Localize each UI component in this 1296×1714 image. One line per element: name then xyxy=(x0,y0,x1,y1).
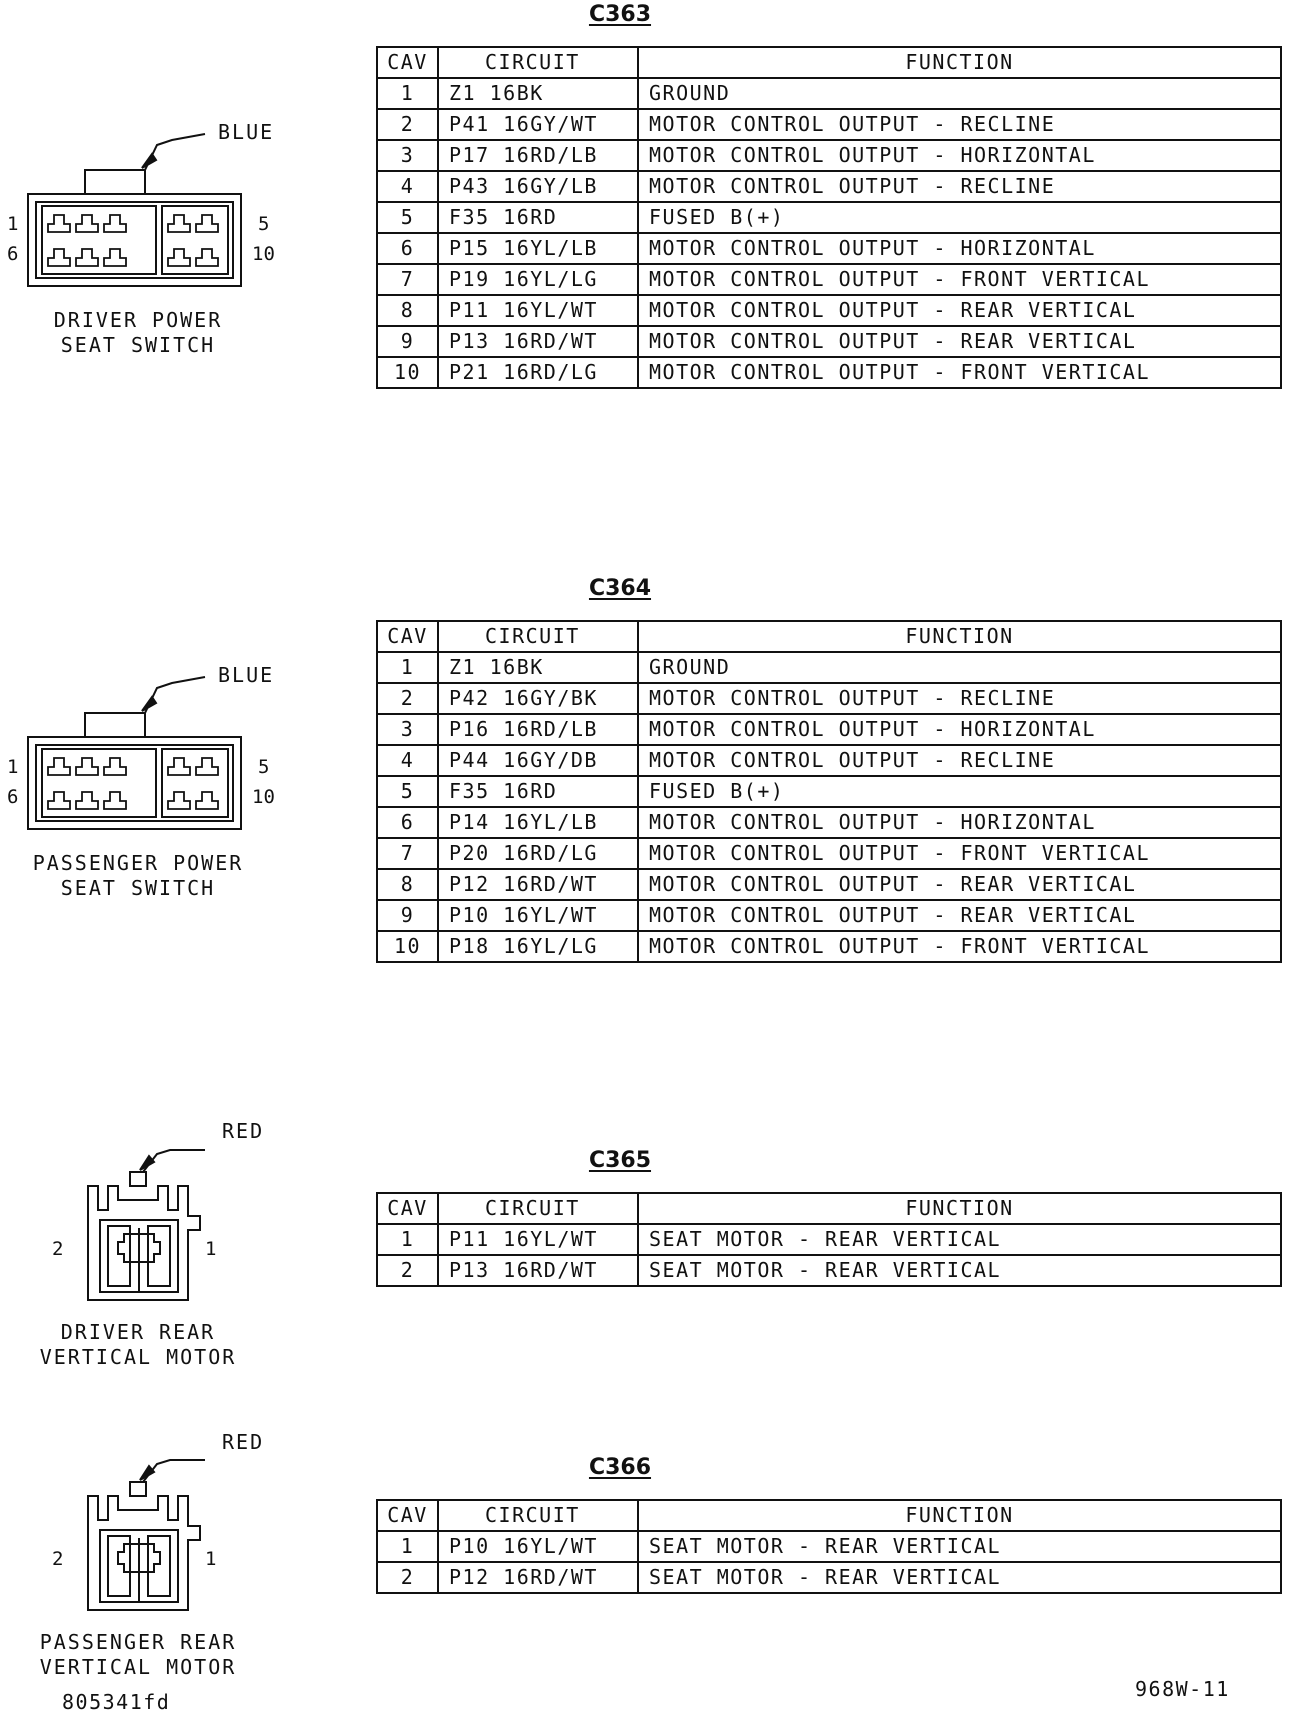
cav-cell: 6 xyxy=(377,233,438,264)
pin-number: 10 xyxy=(252,786,275,808)
function-cell: MOTOR CONTROL OUTPUT - HORIZONTAL xyxy=(638,807,1281,838)
cav-cell: 4 xyxy=(377,171,438,202)
circuit-cell: Z1 16BK xyxy=(438,78,638,109)
function-cell: MOTOR CONTROL OUTPUT - FRONT VERTICAL xyxy=(638,264,1281,295)
circuit-cell: P19 16YL/LG xyxy=(438,264,638,295)
connector-name-line: PASSENGER REAR xyxy=(39,1630,237,1654)
cav-cell: 5 xyxy=(377,776,438,807)
function-cell: GROUND xyxy=(638,78,1281,109)
connector-name xyxy=(0,1320,276,1370)
pinout-table-c366 xyxy=(376,1499,1282,1594)
cav-cell: 10 xyxy=(377,357,438,388)
page-code: 968W-11 xyxy=(1135,1677,1230,1701)
connector-name xyxy=(0,1630,276,1680)
circuit-cell: P14 16YL/LB xyxy=(438,807,638,838)
circuit-cell: P15 16YL/LB xyxy=(438,233,638,264)
column-header: FUNCTION xyxy=(638,1500,1281,1531)
function-cell: SEAT MOTOR - REAR VERTICAL xyxy=(638,1531,1281,1562)
table-row xyxy=(377,1255,1281,1286)
table-row xyxy=(377,295,1281,326)
column-header: CIRCUIT xyxy=(438,47,638,78)
circuit-cell: P10 16YL/WT xyxy=(438,1531,638,1562)
connector-name-line: SEAT SWITCH xyxy=(60,876,216,900)
pin-number: 6 xyxy=(7,243,19,265)
function-cell: MOTOR CONTROL OUTPUT - HORIZONTAL xyxy=(638,140,1281,171)
connector-title-c364: C364 xyxy=(588,576,652,601)
cav-cell: 2 xyxy=(377,1562,438,1593)
table-row xyxy=(377,838,1281,869)
pin-number: 1 xyxy=(7,756,19,778)
table-row xyxy=(377,78,1281,109)
function-cell: MOTOR CONTROL OUTPUT - HORIZONTAL xyxy=(638,233,1281,264)
cav-cell: 7 xyxy=(377,264,438,295)
cav-cell: 7 xyxy=(377,838,438,869)
pin-number: 2 xyxy=(52,1238,64,1260)
connector-name-line: PASSENGER POWER xyxy=(32,851,244,875)
circuit-cell: P44 16GY/DB xyxy=(438,745,638,776)
pinout-table-c364 xyxy=(376,620,1282,963)
function-cell: MOTOR CONTROL OUTPUT - REAR VERTICAL xyxy=(638,869,1281,900)
pin-number: 1 xyxy=(205,1548,217,1570)
function-cell: MOTOR CONTROL OUTPUT - RECLINE xyxy=(638,171,1281,202)
cav-cell: 1 xyxy=(377,652,438,683)
function-cell: FUSED B(+) xyxy=(638,202,1281,233)
connector-name-line: DRIVER POWER xyxy=(53,308,223,332)
function-cell: MOTOR CONTROL OUTPUT - FRONT VERTICAL xyxy=(638,931,1281,962)
function-cell: MOTOR CONTROL OUTPUT - RECLINE xyxy=(638,683,1281,714)
table-row xyxy=(377,326,1281,357)
connector-name xyxy=(0,851,276,901)
table-row xyxy=(377,233,1281,264)
circuit-cell: P17 16RD/LB xyxy=(438,140,638,171)
function-cell: MOTOR CONTROL OUTPUT - FRONT VERTICAL xyxy=(638,357,1281,388)
pin-number: 5 xyxy=(258,756,270,778)
table-header-row xyxy=(377,1193,1281,1224)
table-row xyxy=(377,745,1281,776)
table-row xyxy=(377,1224,1281,1255)
circuit-cell: P43 16GY/LB xyxy=(438,171,638,202)
wire-color-label: BLUE xyxy=(218,120,275,144)
image-id: 805341fd xyxy=(62,1690,171,1714)
table-row xyxy=(377,931,1281,962)
table-row xyxy=(377,652,1281,683)
pin-number: 5 xyxy=(258,213,270,235)
table-header-row xyxy=(377,47,1281,78)
cav-cell: 1 xyxy=(377,1224,438,1255)
table-row xyxy=(377,357,1281,388)
wire-color-label: BLUE xyxy=(218,663,275,687)
function-cell: MOTOR CONTROL OUTPUT - HORIZONTAL xyxy=(638,714,1281,745)
column-header: CAV xyxy=(377,621,438,652)
cav-cell: 1 xyxy=(377,78,438,109)
table-row xyxy=(377,776,1281,807)
pin-number: 10 xyxy=(252,243,275,265)
function-cell: GROUND xyxy=(638,652,1281,683)
pin-number: 2 xyxy=(52,1548,64,1570)
column-header: CAV xyxy=(377,1500,438,1531)
column-header: FUNCTION xyxy=(638,47,1281,78)
function-cell: SEAT MOTOR - REAR VERTICAL xyxy=(638,1562,1281,1593)
connector-name-line: VERTICAL MOTOR xyxy=(39,1655,237,1679)
wire-color-label: RED xyxy=(222,1119,265,1143)
function-cell: MOTOR CONTROL OUTPUT - REAR VERTICAL xyxy=(638,326,1281,357)
column-header: CAV xyxy=(377,1193,438,1224)
connector-name xyxy=(0,308,276,358)
cav-cell: 8 xyxy=(377,869,438,900)
cav-cell: 10 xyxy=(377,931,438,962)
table-row xyxy=(377,264,1281,295)
circuit-cell: P10 16YL/WT xyxy=(438,900,638,931)
function-cell: MOTOR CONTROL OUTPUT - REAR VERTICAL xyxy=(638,295,1281,326)
circuit-cell: P12 16RD/WT xyxy=(438,1562,638,1593)
cav-cell: 3 xyxy=(377,140,438,171)
function-cell: MOTOR CONTROL OUTPUT - REAR VERTICAL xyxy=(638,900,1281,931)
circuit-cell: P11 16YL/WT xyxy=(438,295,638,326)
cav-cell: 2 xyxy=(377,683,438,714)
table-header-row xyxy=(377,1500,1281,1531)
circuit-cell: F35 16RD xyxy=(438,202,638,233)
table-row xyxy=(377,1562,1281,1593)
column-header: FUNCTION xyxy=(638,1193,1281,1224)
function-cell: MOTOR CONTROL OUTPUT - FRONT VERTICAL xyxy=(638,838,1281,869)
connector-title-c366: C366 xyxy=(588,1455,652,1480)
table-row xyxy=(377,171,1281,202)
pinout-table-c365 xyxy=(376,1192,1282,1287)
wire-color-label: RED xyxy=(222,1430,265,1454)
column-header: CAV xyxy=(377,47,438,78)
pin-number: 1 xyxy=(7,213,19,235)
connector-title-c363: C363 xyxy=(588,2,652,27)
connector-name-line: VERTICAL MOTOR xyxy=(39,1345,237,1369)
cav-cell: 9 xyxy=(377,900,438,931)
pin-number: 1 xyxy=(205,1238,217,1260)
cav-cell: 8 xyxy=(377,295,438,326)
column-header: CIRCUIT xyxy=(438,621,638,652)
circuit-cell: P12 16RD/WT xyxy=(438,869,638,900)
table-row xyxy=(377,807,1281,838)
cav-cell: 9 xyxy=(377,326,438,357)
column-header: CIRCUIT xyxy=(438,1500,638,1531)
connector-title-c365: C365 xyxy=(588,1148,652,1173)
connector-name-line: SEAT SWITCH xyxy=(60,333,216,357)
cav-cell: 3 xyxy=(377,714,438,745)
cav-cell: 1 xyxy=(377,1531,438,1562)
cav-cell: 6 xyxy=(377,807,438,838)
circuit-cell: P18 16YL/LG xyxy=(438,931,638,962)
function-cell: MOTOR CONTROL OUTPUT - RECLINE xyxy=(638,745,1281,776)
table-row xyxy=(377,109,1281,140)
cav-cell: 5 xyxy=(377,202,438,233)
circuit-cell: P21 16RD/LG xyxy=(438,357,638,388)
cav-cell: 2 xyxy=(377,109,438,140)
circuit-cell: Z1 16BK xyxy=(438,652,638,683)
table-row xyxy=(377,714,1281,745)
table-row xyxy=(377,869,1281,900)
function-cell: FUSED B(+) xyxy=(638,776,1281,807)
circuit-cell: P42 16GY/BK xyxy=(438,683,638,714)
table-row xyxy=(377,140,1281,171)
cav-cell: 2 xyxy=(377,1255,438,1286)
column-header: FUNCTION xyxy=(638,621,1281,652)
table-header-row xyxy=(377,621,1281,652)
cav-cell: 4 xyxy=(377,745,438,776)
circuit-cell: P20 16RD/LG xyxy=(438,838,638,869)
circuit-cell: P13 16RD/WT xyxy=(438,1255,638,1286)
table-row xyxy=(377,900,1281,931)
circuit-cell: P11 16YL/WT xyxy=(438,1224,638,1255)
pinout-table-c363 xyxy=(376,46,1282,389)
circuit-cell: F35 16RD xyxy=(438,776,638,807)
function-cell: SEAT MOTOR - REAR VERTICAL xyxy=(638,1255,1281,1286)
circuit-cell: P13 16RD/WT xyxy=(438,326,638,357)
circuit-cell: P16 16RD/LB xyxy=(438,714,638,745)
function-cell: SEAT MOTOR - REAR VERTICAL xyxy=(638,1224,1281,1255)
circuit-cell: P41 16GY/WT xyxy=(438,109,638,140)
pin-number: 6 xyxy=(7,786,19,808)
table-row xyxy=(377,1531,1281,1562)
function-cell: MOTOR CONTROL OUTPUT - RECLINE xyxy=(638,109,1281,140)
connector-name-line: DRIVER REAR xyxy=(60,1320,216,1344)
table-row xyxy=(377,202,1281,233)
column-header: CIRCUIT xyxy=(438,1193,638,1224)
table-row xyxy=(377,683,1281,714)
